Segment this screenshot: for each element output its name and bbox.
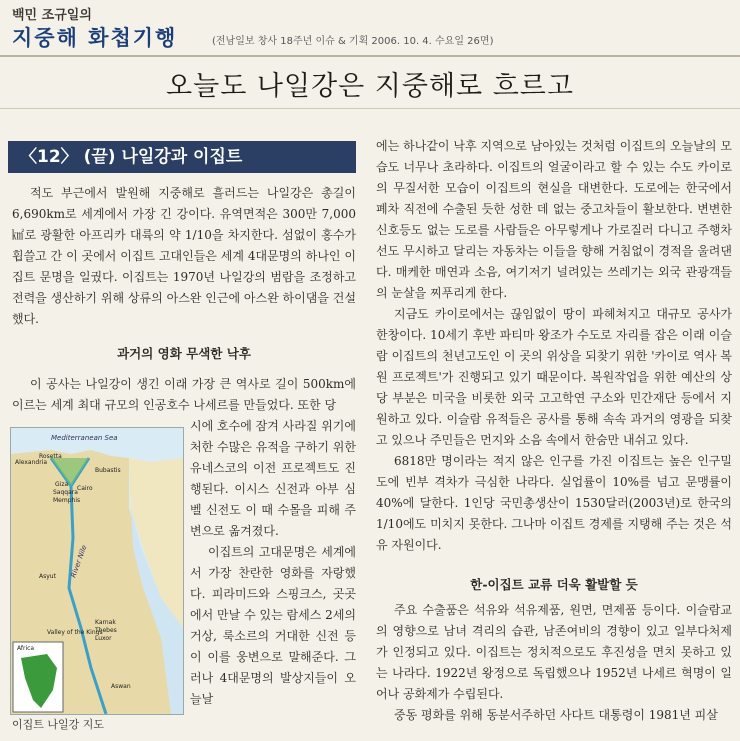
right-paragraph-2: 지금도 카이로에서는 끊임없이 땅이 파헤쳐지고 대규모 공사가 한창이다. 10세기 후반 파티마 왕조가 수도로 자리를 잡은 이래 이슬람 이집트의 천년고도인 이 곳의 위상을 되찾기 위한 '카이로 역사 복원 프로젝트'가 진행되고 있기 때문이다. 복원작업을 위한 예산의 상당 부분은 미국을 비롯한 외국 고고학연 구소와 민간재단 등에서 지원하고 있다. 이슬람 유적들은 공사를 통해 속속 과거의 영광을 되찾고 있으나 주민들은 먼지와 소음 속에서 한숨만 내쉬고 있다. (376, 307, 732, 447)
river-label: River Nile (69, 544, 89, 579)
giza-label: Giza (55, 481, 69, 488)
author-line: 백민 조규일의 (12, 8, 92, 23)
bubastis-label: Bubastis (95, 467, 121, 474)
section-bar: 〈12〉 (끝) 나일강과 이집트 (8, 141, 356, 173)
headline-rule (0, 108, 740, 109)
luxor-label: Luxor (95, 635, 112, 642)
map-caption: 이집트 나일강 지도 (12, 718, 105, 731)
right-column-bottom (376, 600, 732, 726)
right-subheading: 한-이집트 교류 더욱 활발할 듯 (470, 577, 638, 592)
series-title: 지중해 화첩기행 (12, 26, 178, 50)
asyut-label: Asyut (39, 573, 56, 580)
left-wrap-column (190, 416, 356, 710)
sea-label: Mediterranean Sea (51, 434, 118, 442)
right-paragraph-1: 에는 하나같이 낙후 지역으로 남아있는 것처럼 이집트의 오늘날의 모습도 너무나 초라하다. 이집트의 얼굴이라고 할 수 있는 수도 카이로의 무질서한 모습이 이집트의 현실을 대변한다. 도로에는 한국에서 폐차 직전에 수출된 듯한 성한 데 없는 중고차들이 활보한다. 변변한 신호등도 없는 도로를 사람들은 아무렇게나 가로질러 다니고 주행차선도 무시하고 달리는 자동차는 이들을 향해 거침없이 경적을 울려댄다. 매케한 매연과 소음, 여기저기 널려있는 쓰레기는 외국 관광객들의 눈살을 찌푸리게 한다. (376, 139, 732, 300)
left-paragraph-2: 이 공사는 나일강이 생긴 이래 가장 큰 역사로 길이 500km에 이르는 세계 최대 규모의 인공호수 나세르를 만들었다. 또한 당 (12, 377, 356, 412)
valley-label: Valley of the Kings (47, 629, 103, 636)
left-paragraph-1: 적도 부근에서 발원해 지중해로 흘러드는 나일강은 총길이 6,690km로 세계에서 가장 긴 강이다. 유역면적은 300만 7,000㎢로 광활한 아프리카 대륙의 약 1/10을 차지한다. 섬없이 홍수가 휩쓸고 간 이 곳에서 이집트 고대인들은 세계 4대문명의 하나인 이집트 문명을 일궜다. 이집트는 1970년 나일강의 범람을 조정하고 전력을 생산하기 위해 상류의 아스완 인근에 아스완 하이댐을 건설했다. (12, 186, 356, 326)
left-column-top (12, 183, 356, 330)
right-column (376, 136, 732, 556)
left-paragraph-4: 이집트의 고대문명은 세계에서 가장 찬란한 영화를 자랑했다. 피라미드와 스핑크스, 곳곳에서 만날 수 있는 람세스 2세의 거상, 룩소르의 거대한 신전 등이 이를 웅변으로 말해준다. 그러나 4대문명의 발상지들이 오늘날 (190, 545, 356, 706)
rosetta-label: Rosetta (39, 453, 62, 460)
karnak-label: Karnak (95, 619, 116, 626)
left-paragraph-3: 시에 호수에 잠겨 사라질 위기에 처한 수많은 유적을 구하기 위한 유네스코의 이전 프로젝트도 진행된다. 이시스 신전과 아부 심벨 신전도 이 때 수몰을 피해 주변으로 옮겨졌다. (190, 419, 356, 538)
egypt-nile-map (10, 427, 184, 715)
header-rule (0, 55, 740, 57)
alexandria-label: Alexandria (15, 459, 48, 466)
thebes-label: Thebes (95, 627, 117, 634)
left-subheading: 과거의 영화 무색한 낙후 (117, 346, 251, 361)
saqqara-label: Saqqara (53, 489, 78, 496)
map-graphic (11, 428, 183, 714)
publication-meta: (전남일보 창사 18주년 이슈 & 기획 2006. 10. 4. 수요일 26면) (212, 36, 494, 47)
cairo-label: Cairo (77, 485, 93, 492)
memphis-label: Memphis (53, 497, 81, 504)
right-paragraph-4: 주요 수출품은 석유와 석유제품, 원면, 면제품 등이다. 이슬람교의 영향으로 남녀 격리의 습관, 남존여비의 경향이 있고 일부다처제가 인정되고 있다. 이집트는 정치적으로도 후진성을 면치 못하고 있는 나라다. 1922년 왕정으로 독립했으나 1952년 나세르 혁명이 일어나 공화제가 수립된다. (376, 603, 732, 701)
left-paragraph-2-wrap (12, 374, 356, 416)
right-paragraph-5: 중동 평화를 위해 동분서주하던 사다트 대통령이 1981년 피살 (394, 708, 718, 722)
headline: 오늘도 나일강은 지중해로 흐르고 (166, 71, 574, 102)
aswan-label: Aswan (111, 683, 131, 690)
inset-label: Africa (17, 645, 35, 652)
right-paragraph-3: 6818만 명이라는 적지 않은 인구를 가진 이집트는 높은 인구밀도에 빈부 격차가 극심한 나라다. 실업률이 10%를 넘고 문맹률이 40%에 달한다. 1인당 국민총생산이 1530달러(2003년)로 한국의 1/10에도 미치지 못한다. 그나마 이집트 경제를 지탱해 주는 것은 석유 자원이다. (376, 454, 732, 552)
